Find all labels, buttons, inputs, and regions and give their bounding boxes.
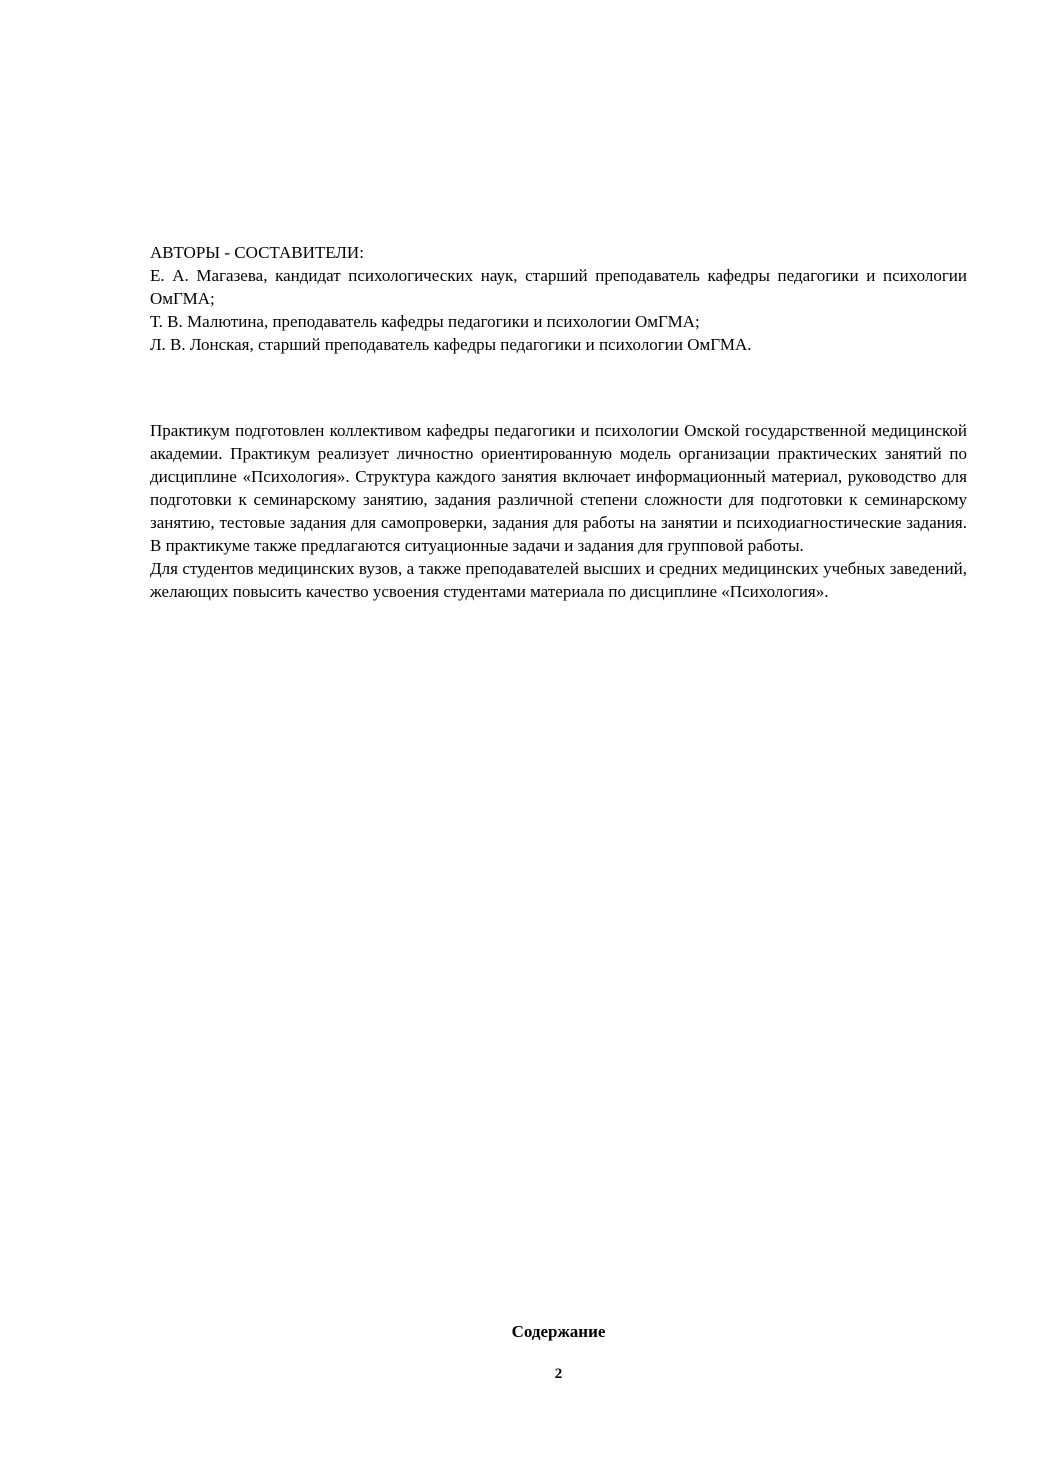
contents-heading: Содержание bbox=[511, 1322, 606, 1341]
author-entry: Т. В. Малютина, преподаватель кафедры педагогики и психологии ОмГМА; bbox=[150, 312, 700, 331]
author-entry: Л. В. Лонская, старший преподаватель кафедры педагогики и психологии ОмГМА. bbox=[150, 335, 752, 354]
abstract-block bbox=[150, 419, 967, 603]
author-entry: Е. А. Магазева, кандидат психологических наук, старший преподаватель кафедры педагогики и психологии ОмГМА; bbox=[150, 266, 967, 308]
page-number: 2 bbox=[554, 1366, 563, 1382]
abstract-paragraph: Для студентов медицинских вузов, а также преподавателей высших и средних медицинских учебных заведений, желающих повысить качество усвоения студентами материала по дисциплине «Психология». bbox=[150, 559, 967, 601]
abstract-paragraph: Практикум подготовлен коллективом кафедры педагогики и психологии Омской государственной медицинской академии. Практикум реализует личностно ориентированную модель организации практических занятий по дисциплине «Психология». Структура каждого занятия включает информационный материал, руководство для подготовки к семинарскому занятию, задания различной степени сложности для подготовки к семинарскому занятию, тестовые задания для самопроверки, задания для работы на занятии и психодиагностические задания. В практикуме также предлагаются ситуационные задачи и задания для групповой работы. bbox=[150, 421, 967, 555]
authors-heading: АВТОРЫ - СОСТАВИТЕЛИ: bbox=[150, 243, 364, 262]
authors-block bbox=[150, 241, 967, 356]
